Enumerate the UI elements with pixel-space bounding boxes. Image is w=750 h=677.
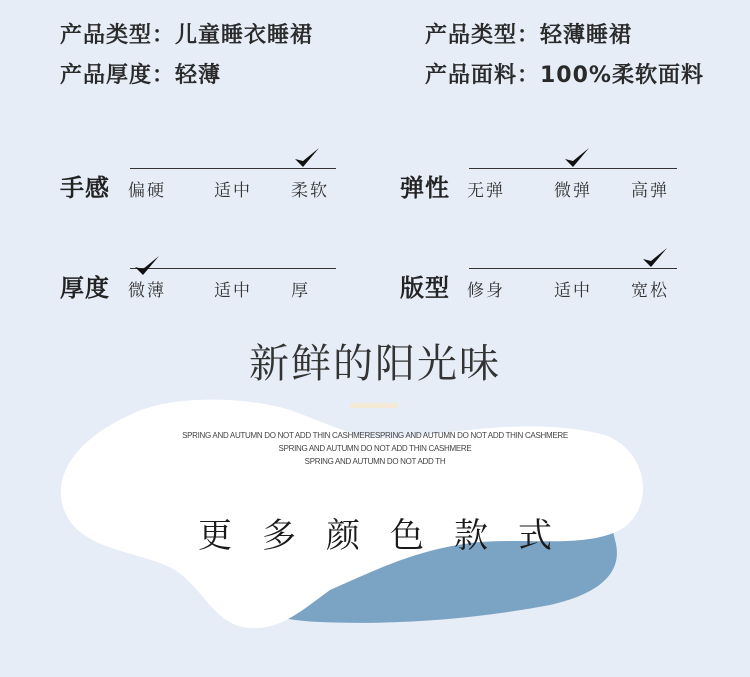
option-label: 修身	[467, 281, 505, 301]
option-label: 高弹	[631, 181, 669, 201]
slogan-heading: 新鲜的阳光味	[249, 341, 501, 387]
english-line: SPRING AND AUTUMN DO NOT ADD THIN CASHMERESPRING AND AUTUMN DO NOT ADD THIN CASHMERE	[182, 431, 568, 440]
checkmark-icon	[563, 146, 591, 170]
option-label: 适中	[214, 281, 252, 301]
option-label: 宽松	[631, 281, 669, 301]
option-label: 微薄	[128, 281, 166, 301]
checkmark-icon	[133, 254, 161, 278]
option-label: 柔软	[291, 181, 329, 201]
english-line: SPRING AND AUTUMN DO NOT ADD TH	[304, 457, 446, 466]
attribute-label: 版型	[400, 274, 450, 302]
option-label: 厚	[291, 281, 310, 301]
english-line: SPRING AND AUTUMN DO NOT ADD THIN CASHMERE	[278, 444, 472, 453]
attribute-label: 弹性	[400, 174, 450, 202]
spec-product-type: 产品类型：儿童睡衣睡裙	[60, 23, 314, 48]
option-label: 微弹	[554, 181, 592, 201]
attribute-label: 厚度	[60, 274, 110, 302]
checkmark-icon	[293, 146, 321, 170]
attribute-label: 手感	[60, 174, 110, 202]
option-label: 适中	[554, 281, 592, 301]
option-label: 无弹	[467, 181, 505, 201]
spec-product-fabric: 产品面料：100%柔软面料	[425, 63, 704, 88]
more-styles-heading: 更多颜色款式	[198, 516, 582, 556]
option-label: 偏硬	[128, 181, 166, 201]
spec-product-type-2: 产品类型：轻薄睡裙	[425, 23, 633, 48]
checkmark-icon	[641, 246, 669, 270]
spec-product-thickness: 产品厚度：轻薄	[60, 63, 222, 88]
option-label: 适中	[214, 181, 252, 201]
